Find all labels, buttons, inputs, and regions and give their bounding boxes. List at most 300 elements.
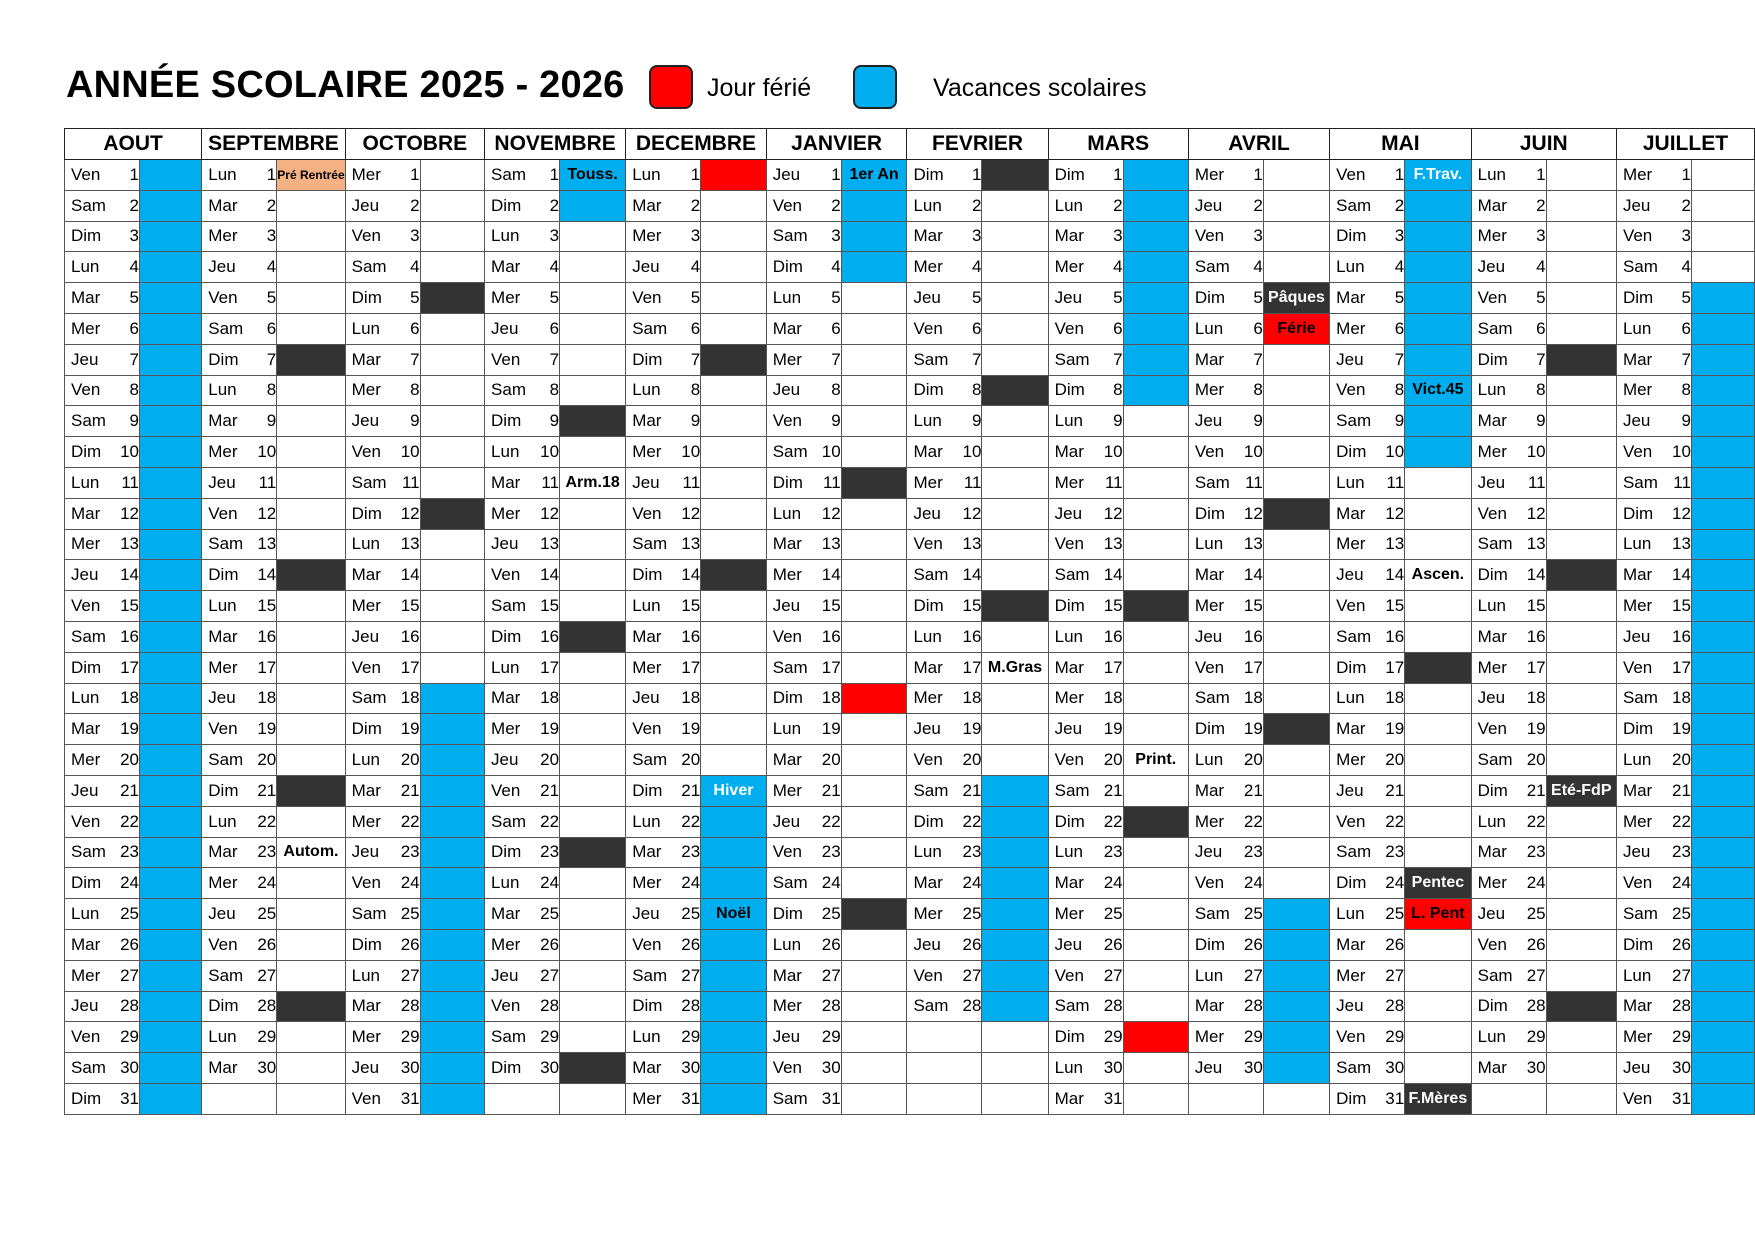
day-number: 26 [1526, 934, 1546, 954]
day-number: 29 [400, 1027, 420, 1047]
day-cell [766, 190, 841, 221]
weekday-label: Dim [772, 904, 803, 924]
weekday-label: Mer [1054, 257, 1084, 277]
day-cell [626, 806, 701, 837]
weekday-label: Mar [632, 195, 662, 215]
day-marker [701, 837, 767, 868]
weekday-label: Mer [1622, 1027, 1653, 1047]
day-cell [907, 498, 982, 529]
weekday-label: Mar [1194, 565, 1225, 585]
day-marker [140, 1083, 202, 1114]
day-number: 26 [257, 934, 277, 954]
day-marker [420, 529, 484, 560]
weekday-label: Ven [913, 965, 943, 985]
day-number: 1 [549, 164, 560, 184]
day-marker [560, 190, 626, 221]
day-number: 17 [1672, 657, 1691, 677]
month-header: NOVEMBRE [485, 129, 626, 160]
day-marker [1546, 714, 1616, 745]
weekday-label: Dim [632, 565, 663, 585]
day-cell [766, 406, 841, 437]
weekday-label: Sam [1194, 688, 1230, 708]
day-cell [1616, 375, 1691, 406]
day-cell [65, 714, 140, 745]
day-marker [841, 991, 907, 1022]
weekday-label: Ven [351, 442, 381, 462]
day-marker [982, 960, 1048, 991]
weekday-label: Mer [208, 657, 238, 677]
day-marker [841, 1053, 907, 1084]
weekday-label: Sam [1477, 318, 1513, 338]
day-cell [626, 591, 701, 622]
weekday-label: Jeu [208, 688, 236, 708]
day-cell [1048, 652, 1123, 683]
day-marker [982, 806, 1048, 837]
day-number: 11 [541, 472, 560, 492]
weekday-label: Lun [208, 596, 237, 616]
weekday-label: Mar [1477, 626, 1507, 646]
day-number: 12 [1526, 503, 1546, 523]
day-number: 1 [1536, 164, 1546, 184]
table-row [65, 190, 1755, 221]
day-number: 8 [972, 380, 982, 400]
day-marker [1263, 714, 1329, 745]
weekday-label: Ven [772, 195, 802, 215]
day-cell [65, 498, 140, 529]
day-marker [277, 560, 345, 591]
day-marker [841, 775, 907, 806]
day-cell [485, 1022, 560, 1053]
day-number: 5 [690, 288, 701, 308]
day-cell [907, 929, 982, 960]
event-label: Pâques [1268, 289, 1325, 307]
day-cell [1471, 775, 1546, 806]
day-number: 20 [257, 750, 277, 770]
day-cell [766, 437, 841, 468]
day-cell [1048, 591, 1123, 622]
day-number: 7 [831, 349, 841, 369]
day-number: 12 [1385, 503, 1405, 523]
day-marker [1691, 467, 1754, 498]
weekday-label: Mar [632, 411, 662, 431]
day-marker [560, 560, 626, 591]
legend-vacation-label: Vacances scolaires [933, 74, 1147, 102]
weekday-label: Ven [491, 780, 521, 800]
day-cell [345, 652, 420, 683]
day-cell [626, 467, 701, 498]
weekday-label: Jeu [351, 842, 380, 862]
day-cell [65, 252, 140, 283]
day-number: 23 [1243, 842, 1263, 862]
day-marker [982, 344, 1048, 375]
day-marker [1405, 745, 1471, 776]
weekday-label: Mer [1622, 164, 1653, 184]
day-cell [345, 221, 420, 252]
day-number: 11 [1386, 472, 1405, 492]
weekday-label: Mar [1622, 780, 1653, 800]
day-number: 14 [1103, 565, 1123, 585]
day-number: 7 [1536, 349, 1546, 369]
day-cell [485, 437, 560, 468]
weekday-label: Mer [208, 442, 238, 462]
weekday-label: Dim [491, 842, 522, 862]
weekday-label: Dim [1054, 380, 1085, 400]
day-cell [766, 1083, 841, 1114]
day-marker [277, 344, 345, 375]
weekday-label: Jeu [632, 688, 660, 708]
weekday-label: Dim [491, 195, 522, 215]
day-number: 12 [400, 503, 420, 523]
day-cell [1330, 929, 1405, 960]
day-number: 4 [1253, 257, 1263, 277]
day-marker [277, 529, 345, 560]
day-number: 9 [1681, 411, 1691, 431]
day-marker [1405, 929, 1471, 960]
weekday-label: Lun [1622, 318, 1652, 338]
weekday-label: Mer [1336, 534, 1366, 554]
day-number: 22 [1385, 811, 1405, 831]
day-number: 28 [821, 996, 841, 1016]
day-marker [701, 560, 767, 591]
day-number: 21 [1243, 780, 1263, 800]
day-marker [841, 960, 907, 991]
day-marker [1405, 252, 1471, 283]
weekday-label: Dim [1054, 1027, 1085, 1047]
day-number: 25 [1672, 904, 1691, 924]
day-marker [1546, 745, 1616, 776]
day-marker [277, 621, 345, 652]
day-marker [1123, 283, 1188, 314]
day-number: 18 [1385, 688, 1405, 708]
day-cell [907, 221, 982, 252]
day-number: 16 [1103, 626, 1123, 646]
day-marker [420, 1083, 484, 1114]
day-number: 23 [540, 842, 560, 862]
day-marker [140, 960, 202, 991]
day-cell [626, 621, 701, 652]
day-cell [1471, 252, 1546, 283]
day-cell [766, 806, 841, 837]
day-number: 31 [400, 1088, 420, 1108]
day-number: 22 [1103, 811, 1123, 831]
weekday-label: Dim [913, 164, 944, 184]
day-cell [1330, 837, 1405, 868]
day-number: 11 [401, 472, 420, 492]
day-cell [345, 252, 420, 283]
day-marker [701, 929, 767, 960]
day-number: 31 [1385, 1088, 1405, 1108]
weekday-label: Mar [351, 996, 381, 1016]
day-cell [766, 560, 841, 591]
day-number: 26 [1103, 934, 1123, 954]
day-marker [701, 160, 767, 191]
weekday-label: Jeu [208, 257, 236, 277]
table-row [65, 221, 1755, 252]
day-number: 15 [962, 596, 982, 616]
weekday-label: Sam [632, 965, 668, 985]
day-marker [701, 775, 767, 806]
weekday-label: Jeu [208, 472, 236, 492]
weekday-label: Dim [1477, 565, 1508, 585]
day-number: 25 [1103, 904, 1123, 924]
day-marker [1263, 1053, 1329, 1084]
day-number: 25 [821, 904, 841, 924]
day-marker [701, 991, 767, 1022]
day-cell [1048, 160, 1123, 191]
day-cell [202, 160, 277, 191]
day-cell [626, 714, 701, 745]
day-number: 9 [1394, 411, 1405, 431]
weekday-label: Mar [772, 965, 802, 985]
weekday-label: Lun [1336, 904, 1365, 924]
day-number: 28 [1103, 996, 1123, 1016]
day-number: 2 [1394, 195, 1405, 215]
day-marker [420, 714, 484, 745]
day-number: 17 [540, 657, 560, 677]
day-marker [982, 221, 1048, 252]
day-number: 15 [400, 596, 420, 616]
weekday-label: Jeu [1622, 411, 1651, 431]
day-number: 29 [120, 1027, 139, 1047]
day-number: 25 [1526, 904, 1546, 924]
day-marker [1123, 960, 1188, 991]
day-number: 27 [962, 965, 982, 985]
day-cell [1330, 591, 1405, 622]
day-cell [1471, 960, 1546, 991]
day-cell [907, 837, 982, 868]
day-marker [420, 837, 484, 868]
day-number: 14 [821, 565, 841, 585]
day-marker [277, 745, 345, 776]
day-cell [1330, 190, 1405, 221]
weekday-label: Sam [351, 257, 387, 277]
day-cell [1188, 283, 1263, 314]
weekday-label: Sam [71, 842, 106, 862]
weekday-label: Jeu [71, 349, 99, 369]
weekday-label: Lun [1194, 965, 1224, 985]
day-marker [1405, 375, 1471, 406]
weekday-label: Mer [71, 318, 101, 338]
weekday-label: Ven [491, 349, 521, 369]
day-number: 2 [410, 195, 420, 215]
month-header: JUILLET [1616, 129, 1754, 160]
day-number: 21 [681, 780, 701, 800]
weekday-label: Lun [1477, 811, 1506, 831]
day-marker [420, 652, 484, 683]
day-number: 9 [410, 411, 420, 431]
event-label: F.Mères [1408, 1089, 1468, 1107]
day-marker [420, 437, 484, 468]
weekday-label: Lun [632, 1027, 661, 1047]
day-cell [1048, 529, 1123, 560]
day-cell [65, 929, 140, 960]
day-marker [1546, 868, 1616, 899]
day-number: 5 [1681, 288, 1691, 308]
day-cell [1330, 960, 1405, 991]
day-marker [982, 745, 1048, 776]
day-number: 13 [1103, 534, 1123, 554]
day-marker [420, 221, 484, 252]
day-marker [1123, 775, 1188, 806]
day-number: 30 [1672, 1058, 1691, 1077]
day-number: 30 [1103, 1058, 1123, 1077]
event-label: Vict.45 [1412, 381, 1464, 399]
day-cell [1330, 652, 1405, 683]
day-number: 23 [821, 842, 841, 862]
day-marker [277, 868, 345, 899]
weekday-label: Mer [913, 904, 943, 924]
day-cell [1330, 683, 1405, 714]
day-cell [766, 868, 841, 899]
day-number: 8 [410, 380, 420, 400]
day-number: 20 [1385, 750, 1405, 770]
day-marker [1123, 313, 1188, 344]
day-number: 12 [962, 503, 982, 523]
weekday-label: Sam [1622, 472, 1658, 492]
day-cell [1188, 437, 1263, 468]
day-cell [202, 775, 277, 806]
day-number: 31 [681, 1088, 701, 1108]
day-marker [140, 806, 202, 837]
day-marker [1263, 221, 1329, 252]
day-marker [982, 313, 1048, 344]
day-number: 11 [963, 472, 982, 492]
day-cell [1188, 560, 1263, 591]
weekday-label: Lun [351, 750, 381, 770]
day-cell [1471, 467, 1546, 498]
weekday-label: Mer [913, 688, 943, 708]
day-number: 18 [1243, 688, 1263, 708]
weekday-label: Ven [1336, 380, 1366, 400]
day-marker [560, 591, 626, 622]
day-marker [420, 775, 484, 806]
day-marker [1123, 252, 1188, 283]
day-number: 2 [972, 195, 982, 215]
day-number: 27 [681, 965, 701, 985]
day-marker [140, 344, 202, 375]
day-number: 31 [1103, 1088, 1123, 1108]
day-cell [1616, 806, 1691, 837]
day-marker [1691, 960, 1754, 991]
weekday-label: Sam [71, 411, 106, 431]
day-number: 22 [400, 811, 420, 831]
month-header: AVRIL [1188, 129, 1329, 160]
day-marker [1123, 745, 1188, 776]
day-marker [420, 283, 484, 314]
weekday-label: Mar [351, 565, 381, 585]
day-number: 17 [1103, 657, 1123, 677]
day-marker [1691, 344, 1754, 375]
day-marker [560, 621, 626, 652]
day-marker [841, 806, 907, 837]
weekday-label: Mar [491, 472, 521, 492]
day-cell [1616, 437, 1691, 468]
day-cell [907, 899, 982, 930]
day-cell [907, 806, 982, 837]
weekday-label: Ven [1477, 934, 1507, 954]
day-marker [277, 467, 345, 498]
day-cell [1616, 929, 1691, 960]
day-number: 15 [1243, 596, 1263, 616]
day-number: 6 [129, 318, 139, 338]
weekday-label: Dim [351, 934, 382, 954]
day-number: 10 [257, 442, 277, 462]
weekday-label: Dim [632, 349, 663, 369]
weekday-label: Ven [71, 164, 101, 184]
day-number: 7 [690, 349, 701, 369]
day-number: 10 [1103, 442, 1123, 462]
day-cell [1616, 467, 1691, 498]
day-marker [841, 868, 907, 899]
day-cell [65, 283, 140, 314]
day-cell [1188, 683, 1263, 714]
weekday-label: Sam [1622, 904, 1658, 924]
day-marker [701, 899, 767, 930]
weekday-label: Ven [351, 226, 381, 246]
day-number: 3 [1536, 226, 1546, 246]
day-number: 15 [821, 596, 841, 616]
day-number: 1 [690, 164, 701, 184]
day-marker [560, 498, 626, 529]
weekday-label: Mer [1477, 442, 1507, 462]
day-marker [841, 591, 907, 622]
day-marker [701, 683, 767, 714]
day-number: 2 [1681, 195, 1691, 215]
day-cell [766, 344, 841, 375]
weekday-label: Ven [632, 719, 662, 739]
weekday-label: Sam [1622, 688, 1658, 708]
day-marker [1405, 283, 1471, 314]
day-cell [202, 714, 277, 745]
day-cell [1330, 775, 1405, 806]
event-label: L. Pent [1411, 905, 1465, 923]
day-cell [907, 775, 982, 806]
day-cell [202, 621, 277, 652]
weekday-label: Jeu [913, 288, 941, 308]
table-row [65, 560, 1755, 591]
day-marker [1263, 899, 1329, 930]
table-row [65, 344, 1755, 375]
day-number: 18 [400, 688, 420, 708]
weekday-label: Sam [208, 534, 244, 554]
day-number: 14 [1672, 565, 1691, 585]
day-marker [1546, 960, 1616, 991]
day-cell [626, 745, 701, 776]
weekday-label: Jeu [1336, 780, 1364, 800]
day-marker [841, 467, 907, 498]
day-number: 27 [1526, 965, 1546, 985]
day-marker [982, 929, 1048, 960]
weekday-label: Dim [1336, 1088, 1367, 1108]
day-cell [1616, 498, 1691, 529]
day-cell [766, 221, 841, 252]
day-cell [766, 991, 841, 1022]
day-marker [277, 929, 345, 960]
weekday-label: Jeu [1336, 565, 1364, 585]
weekday-label: Ven [632, 288, 662, 308]
day-marker [1263, 467, 1329, 498]
day-cell [1188, 529, 1263, 560]
weekday-label: Jeu [1194, 842, 1223, 862]
weekday-label: Lun [1054, 195, 1083, 215]
day-cell [1471, 991, 1546, 1022]
weekday-label: Mar [1622, 349, 1653, 369]
day-number: 30 [400, 1058, 420, 1077]
day-cell [626, 283, 701, 314]
day-marker [701, 467, 767, 498]
day-marker [140, 560, 202, 591]
day-marker [1405, 991, 1471, 1022]
